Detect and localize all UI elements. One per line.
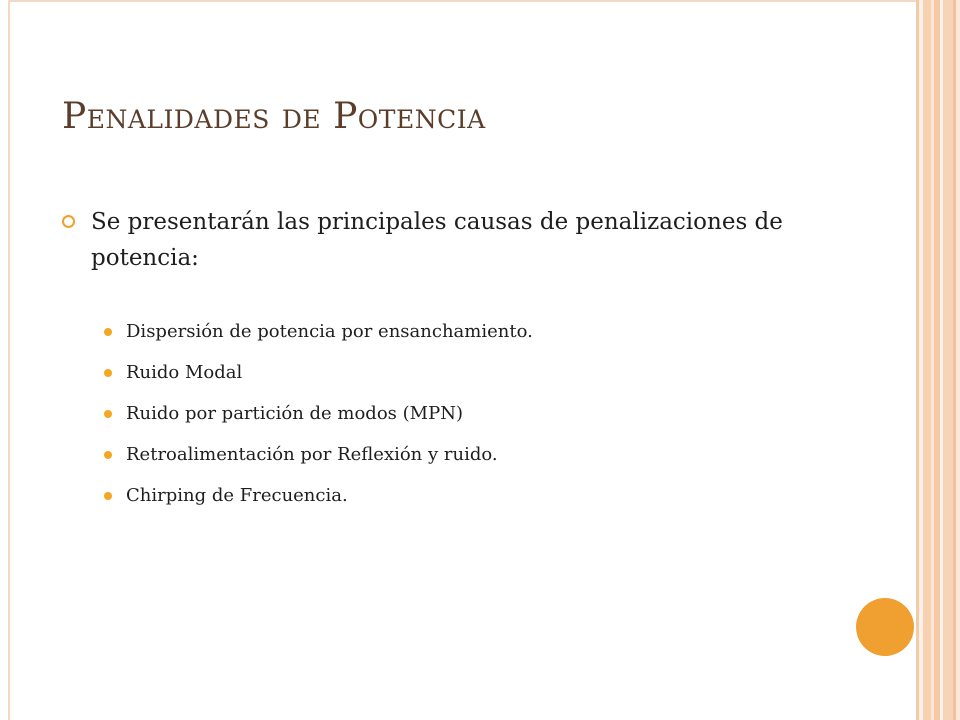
decorative-circle [856, 598, 914, 656]
sub-bullet-text: Ruido Modal [126, 362, 243, 383]
list-item [104, 400, 842, 427]
sub-bullet-text: Chirping de Frecuencia. [126, 485, 348, 506]
dot-bullet-icon [104, 492, 112, 500]
list-item [104, 441, 842, 468]
dot-bullet-icon [104, 451, 112, 459]
dot-bullet-icon [104, 328, 112, 336]
dot-bullet-icon [104, 410, 112, 418]
frame-top-border [8, 0, 920, 2]
sub-bullet-text: Dispersión de potencia por ensanchamiento. [126, 321, 533, 342]
decorative-stripes [916, 0, 960, 720]
ring-bullet-icon [62, 215, 75, 228]
frame-left-border [8, 0, 10, 720]
slide-body [62, 204, 842, 523]
main-bullet [62, 204, 842, 276]
dot-bullet-icon [104, 369, 112, 377]
main-bullet-text: Se presentarán las principales causas de penalizaciones de potencia: [91, 209, 783, 271]
sub-bullet-text: Retroalimentación por Reflexión y ruido. [126, 444, 498, 465]
sub-bullet-list [62, 318, 842, 509]
slide-title: Penalidades de Potencia [62, 96, 486, 137]
list-item [104, 482, 842, 509]
list-item [104, 359, 842, 386]
sub-bullet-text: Ruido por partición de modos (MPN) [126, 403, 463, 424]
list-item [104, 318, 842, 345]
